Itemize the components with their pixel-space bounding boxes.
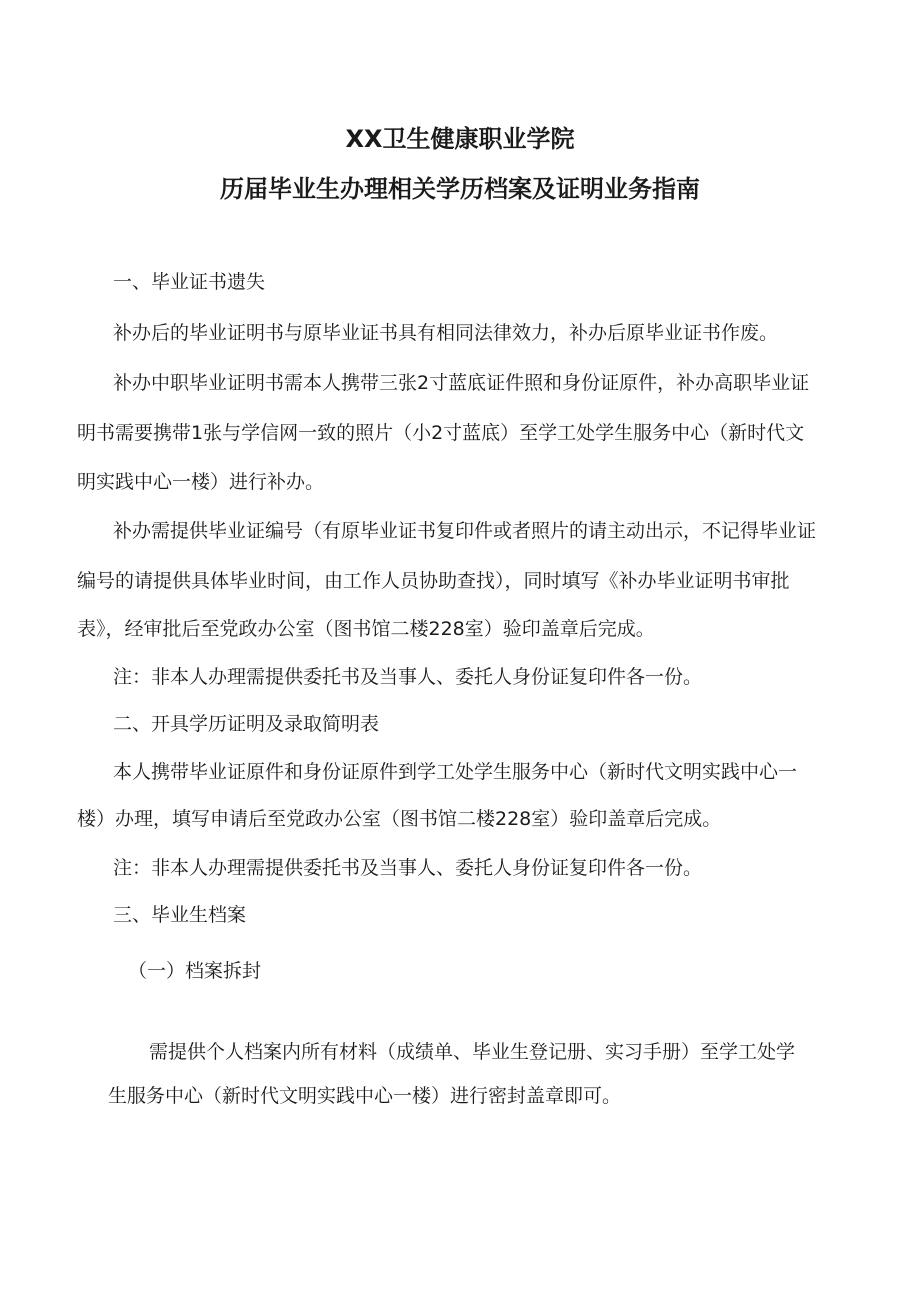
section2-note: 注：非本人办理需提供委托书及当事人、委托人身份证复印件各一份。 (113, 857, 703, 879)
section2-paragraph-line1: 本人携带毕业证原件和身份证原件到学工处学生服务中心（新时代文明实践中心一 (113, 761, 798, 783)
section1-paragraph3-line1: 补办需提供毕业证编号（有原毕业证书复印件或者照片的请主动出示，不记得毕业证 (113, 520, 817, 542)
section1-paragraph2-line1: 补办中职毕业证明书需本人携带三张2寸蓝底证件照和身份证原件，补办高职毕业证 (113, 372, 810, 394)
section1-heading: 一、毕业证书遗失 (113, 271, 266, 293)
section1-paragraph3-line2: 编号的请提供具体毕业时间，由工作人员协助查找），同时填写《补办毕业证明书审批 (77, 570, 790, 592)
section1-paragraph1: 补办后的毕业证明书与原毕业证书具有相同法律效力，补办后原毕业证书作废。 (113, 322, 779, 344)
section1-note: 注：非本人办理需提供委托书及当事人、委托人身份证复印件各一份。 (113, 666, 703, 688)
section1-paragraph2-line2: 明书需要携带1张与学信网一致的照片（小2寸蓝底）至学工处学生服务中心（新时代文 (77, 422, 805, 444)
section3-subheading: （一）档案拆封 (128, 960, 262, 982)
section2-heading: 二、开具学历证明及录取简明表 (113, 713, 380, 735)
section2-paragraph-line2: 楼）办理，填写申请后至党政办公室（图书馆二楼228室）验印盖章后完成。 (77, 808, 722, 830)
section1-paragraph3-line3: 表》，经审批后至党政办公室（图书馆二楼228室）验印盖章后完成。 (77, 618, 655, 640)
section3-paragraph-line1: 需提供个人档案内所有材料（成绩单、毕业生登记册、实习手册）至学工处学 (149, 1041, 796, 1063)
section1-paragraph2-line3: 明实践中心一楼）进行补办。 (77, 471, 325, 493)
section3-paragraph-line2: 生服务中心（新时代文明实践中心一楼）进行密封盖章即可。 (108, 1085, 622, 1107)
document-title-guide: 历届毕业生办理相关学历档案及证明业务指南 (220, 175, 700, 203)
section3-heading: 三、毕业生档案 (113, 904, 247, 926)
document-title-institution: XX卫生健康职业学院 (345, 125, 575, 153)
